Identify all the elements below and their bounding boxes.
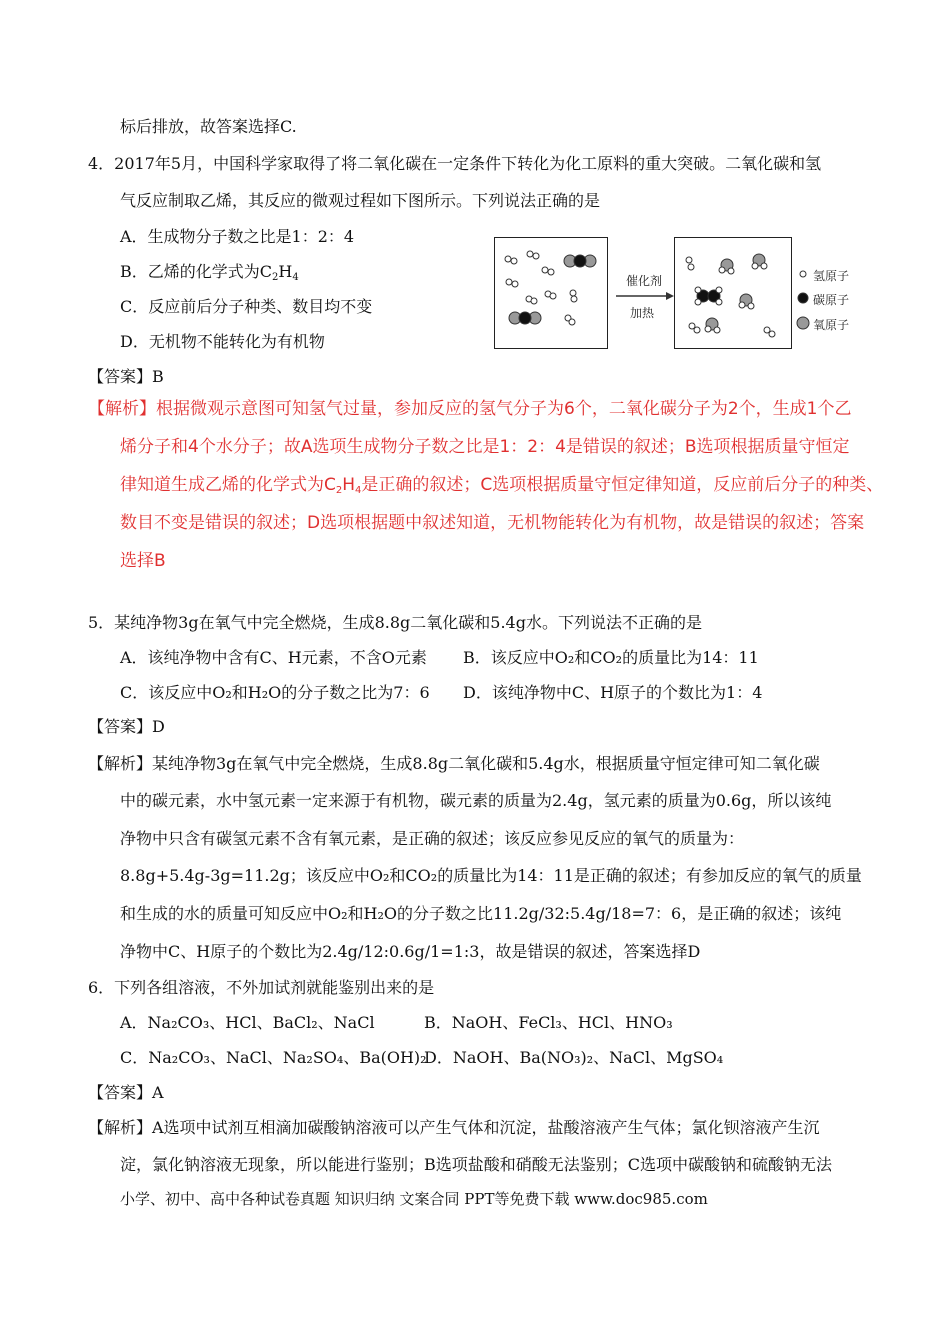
legend-hydrogen: 氢原子	[813, 269, 850, 283]
q4-explanation-line4: 数目不变是错误的叙述；D选项根据题中叙述知道，无机物能转化为有机物，故是错误的叙述；答案	[120, 513, 865, 533]
q6-explanation-line2: 淀，氯化钠溶液无现象，所以能进行鉴别；B选项盐酸和硝酸无法鉴别；C选项中碳酸钠和硫酸钠无法	[120, 1155, 833, 1174]
q5-stem: 5．某纯净物3g在氧气中完全燃烧，生成8.8g二氧化碳和5.4g水。下列说法不正确的是	[88, 613, 702, 632]
reactants-box	[494, 237, 608, 349]
reactant-molecules	[495, 238, 607, 348]
q5-option-b: B．该反应中O₂和CO₂的质量比为14：11	[463, 648, 759, 667]
q5-explanation-line2: 中的碳元素，水中氢元素一定来源于有机物，碳元素的质量为2.4g，氢元素的质量为0.6g，所以该纯	[120, 791, 832, 810]
product-molecules	[675, 238, 791, 348]
q5-explanation-line3: 净物中只含有碳氢元素不含有氧元素，是正确的叙述；该反应参见反应的氧气的质量为：	[120, 829, 745, 848]
q6-option-c: C．Na₂CO₃、NaCl、Na₂SO₄、Ba(OH)₂	[120, 1048, 427, 1067]
q5-explanation-line5: 和生成的水的质量可知反应中O₂和H₂O的分子数之比11.2g/32:5.4g/18=7：6，是正确的叙述；该纯	[120, 904, 842, 923]
q5-option-c: C．该反应中O₂和H₂O的分子数之比为7：6	[120, 683, 430, 702]
legend-carbon: 碳原子	[813, 293, 850, 307]
q4-option-c: C．反应前后分子种类、数目均不变	[120, 297, 373, 316]
legend-oxygen: 氧原子	[813, 318, 850, 332]
q4-option-a: A．生成物分子数之比是1：2：4	[120, 227, 355, 246]
heat-label: 加热	[630, 306, 655, 320]
q6-stem: 6．下列各组溶液，不外加试剂就能鉴别出来的是	[88, 978, 435, 997]
q6-option-d: D．NaOH、Ba(NO₃)₂、NaCl、MgSO₄	[424, 1048, 724, 1067]
q4-explanation-line1: 【解析】根据微观示意图可知氢气过量，参加反应的氢气分子为6个，二氧化碳分子为2个，生成1个乙	[88, 399, 852, 419]
q4-explanation-line3: 律知道生成乙烯的化学式为$C_2H_4$是正确的叙述；C选项根据质量守恒定律知道，反应前后分子的种类、	[120, 475, 884, 496]
q5-option-d: D．该纯净物中C、H原子的个数比为1：4	[463, 683, 763, 702]
q5-explanation-line6: 净物中C、H原子的个数比为2.4g/12:0.6g/1=1:3，故是错误的叙述，答案选择D	[120, 942, 701, 961]
q4-option-b: B．乙烯的化学式为$C_2H_4$	[120, 262, 299, 283]
q5-option-a: A．该纯净物中含有C、H元素，不含O元素	[120, 648, 427, 667]
q5-answer: 【答案】D	[88, 717, 165, 736]
q4-explanation-line5: 选择B	[120, 551, 166, 571]
atom-legend-icons	[796, 266, 810, 332]
q4-stem-line2: 气反应制取乙烯，其反应的微观过程如下图所示。下列说法正确的是	[120, 191, 601, 210]
q6-explanation-line1: 【解析】A选项中试剂互相滴加碳酸钠溶液可以产生气体和沉淀，盐酸溶液产生气体；氯化钡溶液产生沉	[88, 1118, 820, 1137]
q5-explanation-line4: 8.8g+5.4g-3g=11.2g；该反应中O₂和CO₂的质量比为14：11是正确的叙述；有参加反应的氧气的质量	[120, 866, 862, 885]
page-footer: 小学、初中、高中各种试卷真题 知识归纳 文案合同 PPT等免费下载 www.doc985.com	[120, 1190, 708, 1208]
q6-option-b: B．NaOH、FeCl₃、HCl、HNO₃	[424, 1013, 673, 1032]
q3-explanation-tail: 标后排放，故答案选择C.	[120, 117, 297, 136]
q4-stem-line1: 4．2017年5月，中国科学家取得了将二氧化碳在一定条件下转化为化工原料的重大突破。二氧化碳和氢	[88, 154, 822, 173]
q4-option-d: D．无机物不能转化为有机物	[120, 332, 325, 351]
q4-answer: 【答案】B	[88, 367, 164, 386]
q5-explanation-line1: 【解析】某纯净物3g在氧气中完全燃烧，生成8.8g二氧化碳和5.4g水，根据质量守恒定律可知二氧化碳	[88, 754, 820, 773]
q6-option-a: A．Na₂CO₃、HCl、BaCl₂、NaCl	[120, 1013, 375, 1032]
q6-answer: 【答案】A	[88, 1083, 164, 1102]
products-box	[674, 237, 792, 349]
q4-explanation-line2: 烯分子和4个水分子；故A选项生成物分子数之比是1：2：4是错误的叙述；B选项根据质量守恒定	[120, 437, 850, 457]
reaction-arrow-icon	[614, 291, 676, 301]
catalyst-label: 催化剂	[626, 274, 663, 288]
